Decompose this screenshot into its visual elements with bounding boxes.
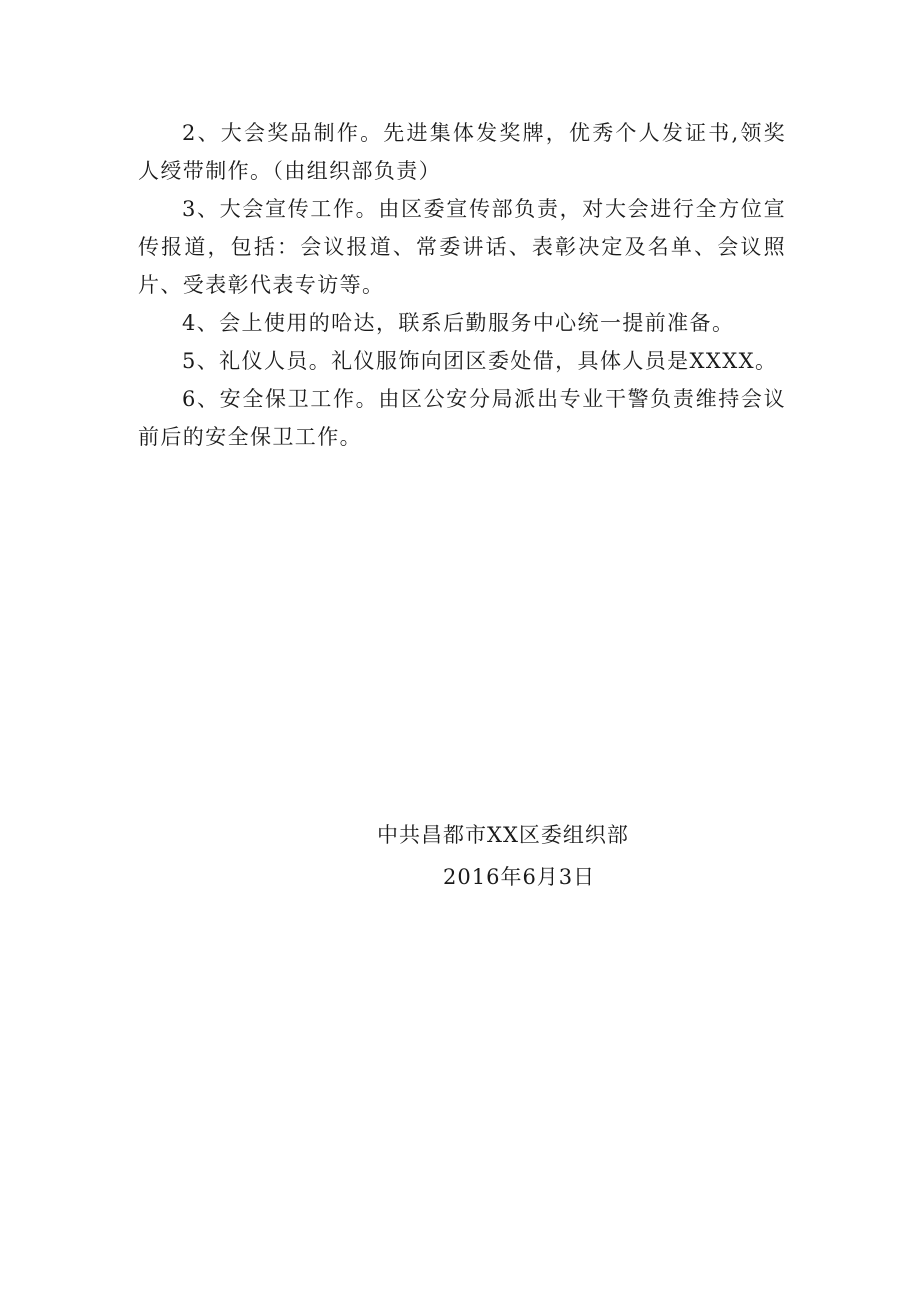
signature-organization: 中共昌都市XX区委组织部 [377, 823, 629, 847]
signature-date: 2016年6月3日 [443, 865, 596, 889]
document-body [138, 114, 786, 456]
paragraph-security: 6、安全保卫工作。由区公安分局派出专业干警负责维持会议前后的安全保卫工作。 [138, 387, 786, 449]
paragraph-hada: 4、会上使用的哈达，联系后勤服务中心统一提前准备。 [182, 311, 735, 335]
paragraph-etiquette: 5、礼仪人员。礼仪服饰向团区委处借，具体人员是XXXX。 [182, 349, 778, 373]
paragraph-publicity: 3、大会宣传工作。由区委宣传部负责，对大会进行全方位宣传报道，包括：会议报道、常委讲话、表彰决定及名单、会议照片、受表彰代表专访等。 [138, 197, 786, 297]
paragraph-awards: 2、大会奖品制作。先进集体发奖牌，优秀个人发证书,领奖人绶带制作。（由组织部负责） [138, 121, 786, 183]
